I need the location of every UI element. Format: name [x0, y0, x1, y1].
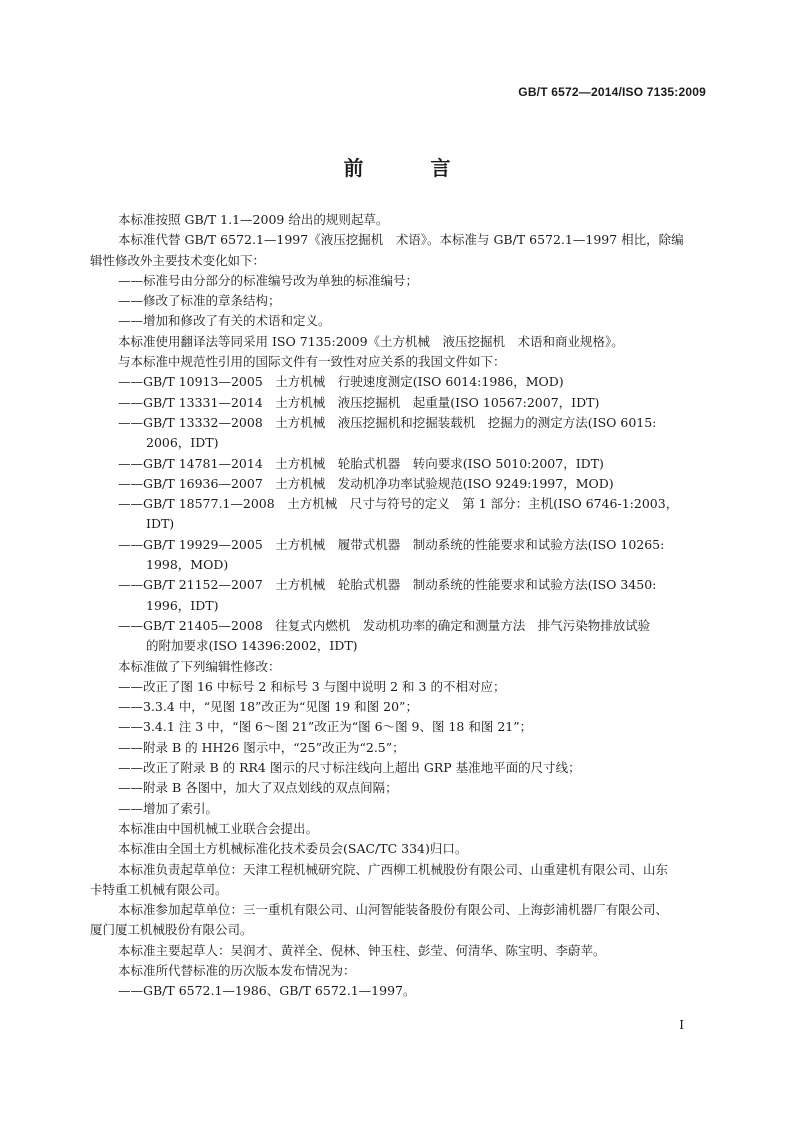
- foreword-body: [90, 210, 706, 1002]
- text-line: ——GB/T 16936—2007 土方机械 发动机净功率试验规范(ISO 9249:1997，MOD): [118, 475, 614, 491]
- text-line: ——GB/T 14781—2014 土方机械 轮胎式机器 转向要求(ISO 5010:2007，IDT): [118, 455, 604, 471]
- text-line: 的附加要求(ISO 14396:2002，IDT): [146, 638, 358, 654]
- text-line: ——增加和修改了有关的术语和定义。: [118, 313, 331, 329]
- text-line: 本标准由全国土方机械标准化技术委员会(SAC/TC 334)归口。: [118, 841, 468, 857]
- text-line: ——附录 B 各图中，加大了双点划线的双点间隔；: [118, 780, 398, 796]
- text-line: 本标准使用翻译法等同采用 ISO 7135:2009《土方机械 液压挖掘机 术语和商业规格》。: [118, 333, 624, 349]
- page-title: 前 言: [343, 156, 481, 180]
- text-line: ——标准号由分部分的标准编号改为单独的标准编号；: [118, 272, 419, 288]
- text-line: ——改正了图 16 中标号 2 和标号 3 与图中说明 2 和 3 的不相对应；: [118, 678, 506, 694]
- text-line: 本标准代替 GB/T 6572.1—1997《液压挖掘机 术语》。本标准与 GB/T 6572.1—1997 相比，除编: [118, 232, 684, 248]
- text-line: ——GB/T 10913—2005 土方机械 行驶速度测定(ISO 6014:1986，MOD): [118, 374, 564, 390]
- page-number: I: [679, 1018, 684, 1032]
- text-line: 2006，IDT): [146, 435, 219, 451]
- text-line: ——GB/T 13331—2014 土方机械 液压挖掘机 起重量(ISO 10567:2007，IDT): [118, 394, 600, 410]
- text-line: ——GB/T 19929—2005 土方机械 履带式机器 制动系统的性能要求和试验方法(ISO 10265:: [118, 536, 665, 552]
- text-line: 本标准做了下列编辑性修改：: [118, 658, 281, 674]
- text-line: ——GB/T 21405—2008 往复式内燃机 发动机功率的确定和测量方法 排气污染物排放试验: [118, 617, 651, 633]
- text-line: 本标准主要起草人：吴润才、黄祥全、倪林、钟玉柱、彭莹、何清华、陈宝明、李蔚苹。: [118, 942, 606, 958]
- text-line: ——3.4.1 注 3 中，“图 6～图 21”改正为“图 6～图 9、图 18 和图 21”；: [118, 719, 533, 735]
- text-line: 本标准参加起草单位：三一重机有限公司、山河智能装备股份有限公司、上海彭浦机器厂有限公司、: [118, 902, 669, 918]
- text-line: IDT): [146, 516, 175, 532]
- text-line: 1998，MOD): [146, 557, 229, 573]
- text-line: ——GB/T 18577.1—2008 土方机械 尺寸与符号的定义 第 1 部分：主机(ISO 6746-1:2003，: [118, 496, 679, 512]
- text-line: 本标准负责起草单位：天津工程机械研究院、广西柳工机械股份有限公司、山重建机有限公司、山东: [118, 861, 669, 877]
- text-line: ——改正了附录 B 的 RR4 图示的尺寸标注线向上超出 GRP 基准地平面的尺寸线；: [118, 760, 581, 776]
- text-line: 本标准按照 GB/T 1.1—2009 给出的规则起草。: [118, 212, 389, 227]
- standard-number-header: GB/T 6572—2014/ISO 7135:2009: [518, 85, 706, 99]
- text-line: ——GB/T 21152—2007 土方机械 轮胎式机器 制动系统的性能要求和试验方法(ISO 3450:: [118, 577, 657, 593]
- text-line: 本标准所代替标准的历次版本发布情况为：: [118, 962, 356, 978]
- text-line: ——GB/T 13332—2008 土方机械 液压挖掘机和挖掘装载机 挖掘力的测定方法(ISO 6015:: [118, 414, 657, 430]
- text-line: ——修改了标准的章条结构；: [118, 293, 281, 309]
- text-line: ——增加了索引。: [118, 800, 219, 816]
- text-line: 卡特重工机械有限公司。: [90, 881, 228, 897]
- text-line: 与本标准中规范性引用的国际文件有一致性对应关系的我国文件如下：: [118, 354, 506, 370]
- text-line: 辑性修改外主要技术变化如下：: [90, 252, 266, 268]
- text-line: ——3.3.4 中，“见图 18”改正为“见图 19 和图 20”；: [118, 699, 418, 715]
- text-line: ——GB/T 6572.1—1986、GB/T 6572.1—1997。: [118, 983, 416, 999]
- text-line: 厦门厦工机械股份有限公司。: [90, 922, 253, 938]
- text-line: 1996，IDT): [146, 597, 219, 613]
- text-line: ——附录 B 的 HH26 图示中，“25”改正为“2.5”；: [118, 739, 405, 755]
- text-line: 本标准由中国机械工业联合会提出。: [118, 820, 319, 836]
